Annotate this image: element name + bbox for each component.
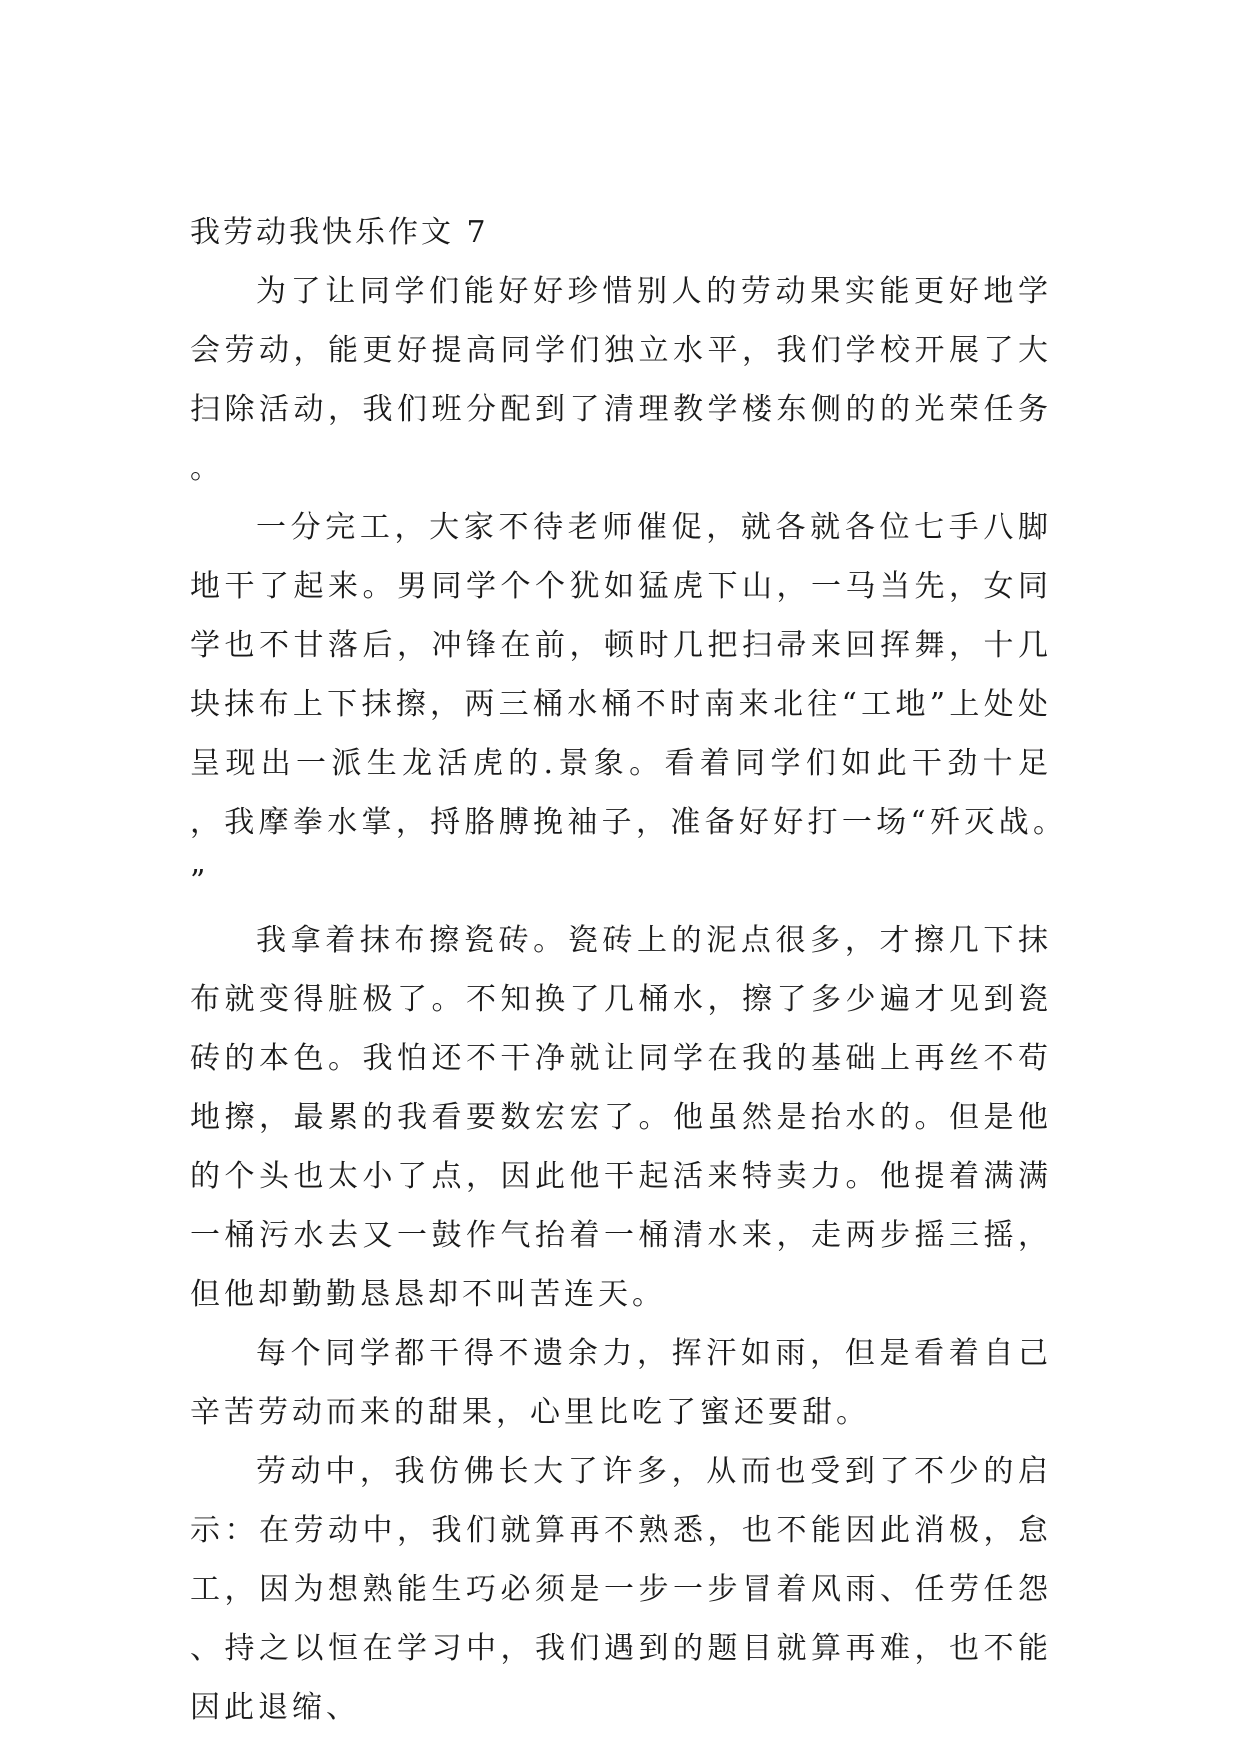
paragraph: 劳动中，我仿佛长大了许多，从而也受到了不少的启示：在劳动中，我们就算再不熟悉，也不能因此消极，怠工，因为想熟能生巧必须是一步一步冒着风雨、任劳任怨、持之以恒在学习中，我们遇到的题目就算再难，也不能因此退缩、	[190, 1454, 1052, 1725]
paragraph: 每个同学都干得不遗余力，挥汗如雨，但是看着自己辛苦劳动而来的甜果，心里比吃了蜜还要甜。	[190, 1336, 1052, 1430]
document-body	[190, 203, 1052, 1737]
page-title: 我劳动我快乐作文 7	[190, 215, 489, 250]
paragraph: 我拿着抹布擦瓷砖。瓷砖上的泥点很多，才擦几下抹布就变得脏极了。不知换了几桶水，擦了多少遍才见到瓷砖的本色。我怕还不干净就让同学在我的基础上再丝不苟地擦，最累的我看要数宏宏了。他虽然是抬水的。但是他的个头也太小了点，因此他干起活来特卖力。他提着满满一桶污水去又一鼓作气抬着一桶清水来，走两步摇三摇，但他却勤勤恳恳却不叫苦连天。	[190, 923, 1052, 1312]
paragraph: 一分完工，大家不待老师催促，就各就各位七手八脚地干了起来。男同学个个犹如猛虎下山，一马当先，女同学也不甘落后，冲锋在前，顿时几把扫帚来回挥舞，十几块抹布上下抹擦，两三桶水桶不时南来北往“工地”上处处呈现出一派生龙活虎的.景象。看着同学们如此干劲十足，我摩拳水掌，捋胳膊挽袖子，准备好好打一场“歼灭战。”	[190, 510, 1052, 899]
paragraph: 为了让同学们能好好珍惜别人的劳动果实能更好地学会劳动，能更好提高同学们独立水平，我们学校开展了大扫除活动，我们班分配到了清理教学楼东侧的的光荣任务。	[190, 274, 1052, 486]
